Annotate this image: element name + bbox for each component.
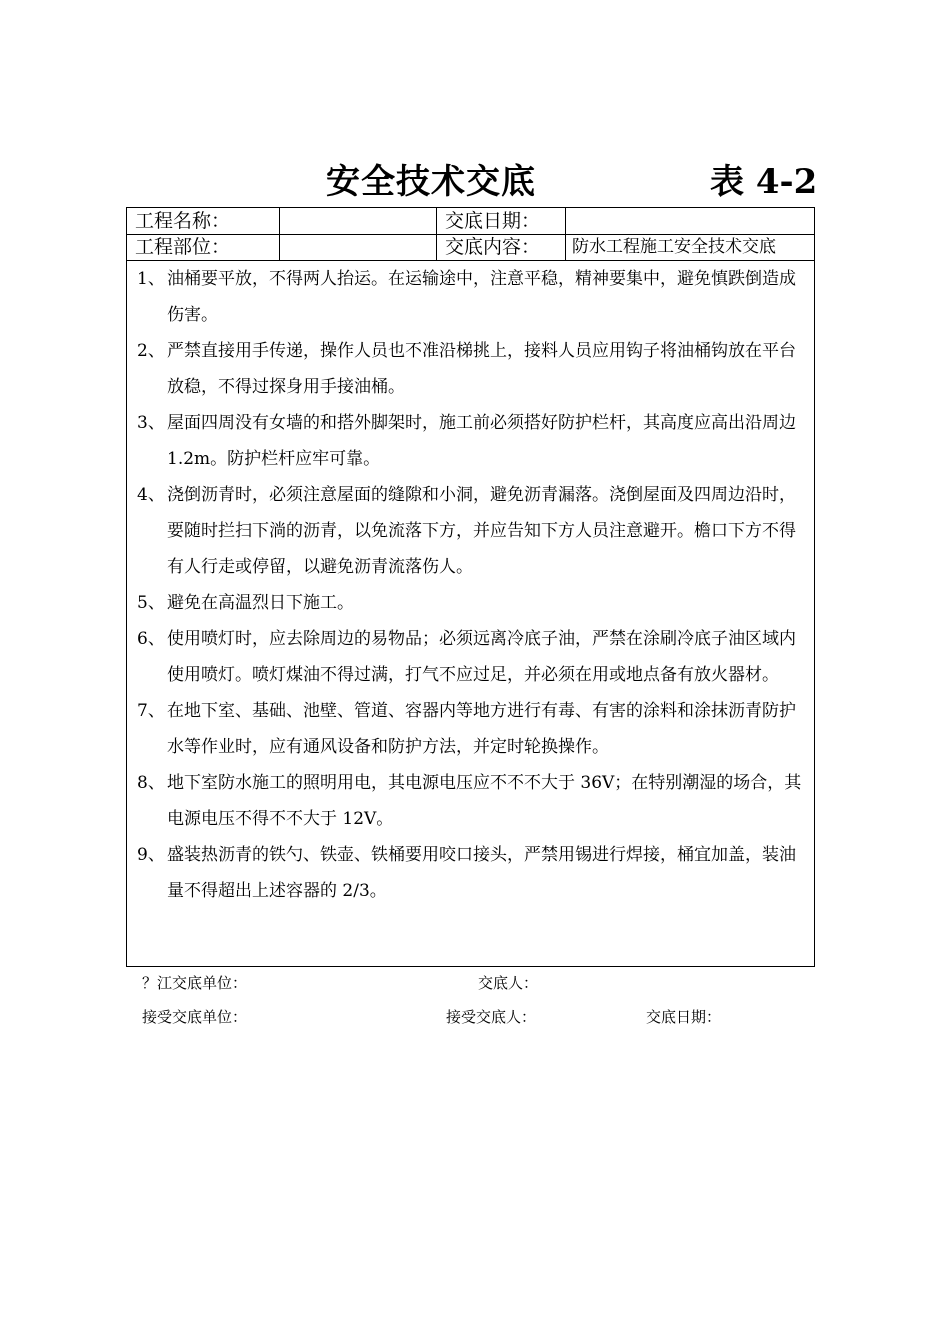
receiver-unit-label: 接受交底单位：	[142, 1008, 248, 1026]
item-text: 盛装热沥青的铁勺、铁壶、铁桶要用咬口接头，严禁用锡进行焊接，桶宜加盖，装油量不得超出上述容器的 2/3。	[167, 845, 796, 901]
table-number: 表 4-2	[710, 162, 818, 202]
location-label: 工程部位：	[127, 234, 280, 260]
receiver-person-label: 接受交底人：	[446, 1008, 537, 1026]
item-number: 5、	[137, 593, 165, 613]
item-text: 严禁直接用手传递，操作人员也不准沿梯挑上，接料人员应用钩子将油桶钩放在平台放稳，不得过探身用手接油桶。	[167, 341, 796, 397]
list-item	[127, 261, 814, 333]
issuer-unit-label: ？江交底单位：	[142, 974, 248, 992]
item-text: 油桶要平放，不得两人抬运。在运输途中，注意平稳，精神要集中，避免慎跌倒造成伤害。	[167, 269, 796, 325]
item-text: 屋面四周没有女墙的和搭外脚架时，施工前必须搭好防护栏杆，其高度应高出沿周边 1.2m。防护栏杆应牢可靠。	[167, 413, 796, 469]
item-number: 2、	[137, 341, 165, 361]
item-text: 浇倒沥青时，必须注意屋面的缝隙和小洞，避免沥青漏落。浇倒屋面及四周边沿时，要随时拦扫下淌的沥青，以免流落下方，并应告知下方人员注意避开。檐口下方不得有人行走或停留，以避免沥青流落伤人。	[167, 485, 796, 577]
project-name-label: 工程名称：	[127, 208, 280, 234]
item-number: 4、	[137, 485, 165, 505]
instruction-list	[127, 261, 814, 909]
location-field[interactable]	[280, 234, 437, 260]
list-item	[127, 693, 814, 765]
list-item	[127, 621, 814, 693]
item-text: 使用喷灯时，应去除周边的易物品；必须远离冷底子油，严禁在涂刷冷底子油区域内使用喷灯。喷灯煤油不得过满，打气不应过足，并必须在用或地点备有放火器材。	[167, 629, 796, 685]
item-number: 8、	[137, 773, 165, 793]
disclosure-sheet	[126, 207, 815, 967]
document-title: 安全技术交底	[326, 162, 536, 202]
list-item	[127, 837, 814, 909]
list-item	[127, 585, 814, 621]
project-name-field[interactable]	[280, 208, 437, 234]
list-item	[127, 333, 814, 405]
item-number: 6、	[137, 629, 165, 649]
item-text: 避免在高温烈日下施工。	[167, 593, 354, 613]
list-item	[127, 405, 814, 477]
item-text: 地下室防水施工的照明用电，其电源电压应不不不大于 36V；在特别潮湿的场合，其电源电压不得不不大于 12V。	[167, 773, 802, 829]
issuer-person-label: 交底人：	[478, 974, 539, 992]
content-field[interactable]: 防水工程施工安全技术交底	[572, 237, 776, 257]
date-label: 交底日期：	[437, 208, 566, 234]
list-item	[127, 477, 814, 585]
item-number: 3、	[137, 413, 165, 433]
item-number: 1、	[137, 269, 165, 289]
date-field[interactable]	[566, 208, 814, 234]
item-text: 在地下室、基础、池壁、管道、容器内等地方进行有毒、有害的涂料和涂抹沥青防护水等作业时，应有通风设备和防护方法，并定时轮换操作。	[167, 701, 796, 757]
header-row-2	[127, 234, 814, 261]
list-item	[127, 765, 814, 837]
header-row-1	[127, 208, 814, 235]
content-label: 交底内容：	[437, 234, 566, 260]
footer-date-label: 交底日期：	[646, 1008, 722, 1026]
item-number: 9、	[137, 845, 165, 865]
item-number: 7、	[137, 701, 165, 721]
